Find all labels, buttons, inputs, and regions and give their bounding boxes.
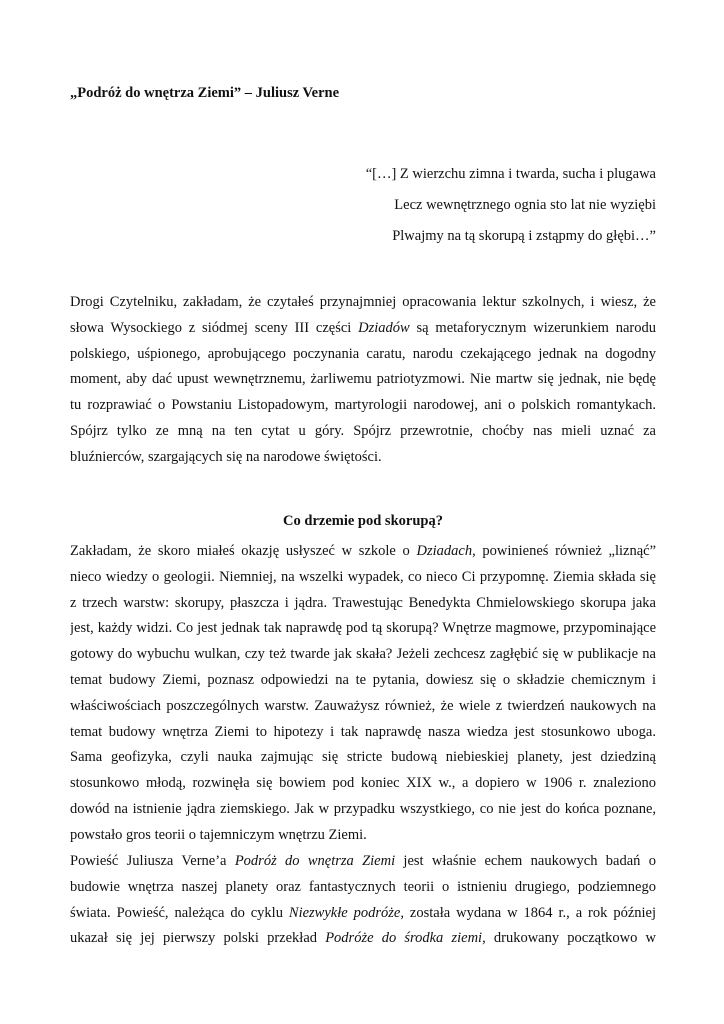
text-run: , drukowany początkowo w — [482, 930, 656, 947]
text-run: ukazał się jej pierwszy polski przekład — [70, 930, 326, 947]
epigraph-line: Plwajmy na tą skorupą i zstąpmy do głębi…” — [392, 228, 656, 244]
text-run: Powieść Juliusza Verne’a — [70, 853, 235, 869]
geology-paragraph — [70, 539, 656, 849]
text-run: jest właśnie echem naukowych badań o — [395, 853, 656, 869]
paragraph-line — [70, 316, 656, 342]
text-run: świata. Powieść, należąca do cyklu — [70, 904, 289, 921]
section-heading: Co drzemie pod skorupą? — [283, 513, 443, 529]
paragraph-line: gotowy do wybuchu wulkan, czy też twarde jak skała? Jeżeli zechcesz zagłębić się w publikacje na — [70, 646, 656, 663]
paragraph-line: dowód na istnienie jądra ziemskiego. Jak w przypadku wszystkiego, co nie jest do końca poznane, — [70, 800, 656, 817]
paragraph-line — [70, 849, 656, 875]
paragraph-line — [70, 901, 656, 927]
italic-title: Podróż do wnętrza Ziemi — [234, 853, 396, 869]
paragraph-line: temat budowy Ziemi, poznasz odpowiedzi na te pytania, dowiesz się o składzie chemicznym i — [70, 671, 656, 688]
italic-title: Dziadach — [416, 543, 473, 559]
text-run: , powinieneś również „liznąć” — [472, 543, 656, 559]
paragraph-line: nieco wiedzy o geologii. Niemniej, na wszelki wypadek, co nieco Ci przypomnę. Ziemia składa się — [70, 568, 656, 585]
paragraph-line: Spójrz tylko ze mną na ten cytat u góry. Spójrz przewrotnie, choćby nas mieli uznać za — [70, 422, 656, 439]
text-run: słowa Wysockiego z siódmej sceny III części — [70, 319, 359, 336]
italic-title: Niezwykłe podróże — [288, 904, 401, 921]
text-run: , została wydana w 1864 r., a rok później — [400, 904, 656, 921]
paragraph-line — [70, 539, 656, 565]
document-title: „Podróż do wnętrza Ziemi” – Juliusz Verne — [70, 85, 340, 101]
text-run: są metaforycznym wizerunkiem narodu — [409, 319, 656, 336]
paragraph-line: polskiego, uśpionego, aprobującego poczynania caratu, narodu czekającego jednak na dogodny — [70, 345, 656, 362]
paragraph-line: budowie wnętrza naszej planety oraz fantastycznych teorii o istnieniu drugiego, podziemnego — [70, 878, 656, 895]
italic-title: Dziadów — [358, 319, 410, 336]
paragraph-line: Drogi Czytelniku, zakładam, że czytałeś przynajmniej opracowania lektur szkolnych, i wiesz, że — [70, 294, 656, 310]
epigraph-quote — [366, 164, 656, 257]
paragraph-line: bluźnierców, szargających się na narodowe świętości. — [70, 448, 382, 465]
paragraph-line: moment, aby dać upust wewnętrznemu, żarliwemu patriotyzmowi. Nie martw się jednak, nie będę — [70, 371, 656, 388]
italic-title: Podróże do środka ziemi — [325, 930, 483, 947]
paragraph-line: z trzech warstw: skorupy, płaszcza i jądra. Trawestując Benedykta Chmielowskiego skorupa jaka — [70, 594, 656, 611]
paragraph-line — [70, 926, 656, 952]
epigraph-line: “[…] Z wierzchu zimna i twarda, sucha i plugawa — [365, 166, 656, 182]
paragraph-line: jest, każdy widzi. Co jest jednak tak naprawdę pod tą skorupą? Wnętrze magmowe, przypominające — [70, 620, 656, 637]
text-run: Zakładam, że skoro miałeś okazję usłyszeć w szkole o — [70, 543, 417, 559]
epigraph-line: Lecz wewnętrznego ognia sto lat nie wyziębi — [394, 197, 656, 213]
novel-paragraph — [70, 849, 656, 952]
document-page — [70, 0, 656, 1024]
paragraph-line: Sama geofizyka, czyli nauka zajmując się stricte budową niebieskiej planety, jest dziedziną — [70, 749, 656, 766]
paragraph-line: temat budowy wnętrza Ziemi to hipotezy i tak naprawdę nasza wiedza jest stosunkowo uboga. — [70, 723, 656, 740]
paragraph-line: stosunkowo młodą, rozwinęła się bowiem pod koniec XIX w., a dopiero w 1906 r. znaleziono — [70, 775, 656, 792]
intro-paragraph — [70, 290, 656, 471]
paragraph-line: tu rozprawiać o Powstaniu Listopadowym, martyrologii narodowej, ani o polskich romantykach. — [70, 397, 656, 414]
paragraph-line: właściwościach poszczególnych warstw. Zauważysz również, że wiele z twierdzeń naukowych na — [70, 697, 656, 714]
paragraph-line: powstało gros teorii o tajemniczym wnętrzu Ziemi. — [70, 826, 367, 843]
